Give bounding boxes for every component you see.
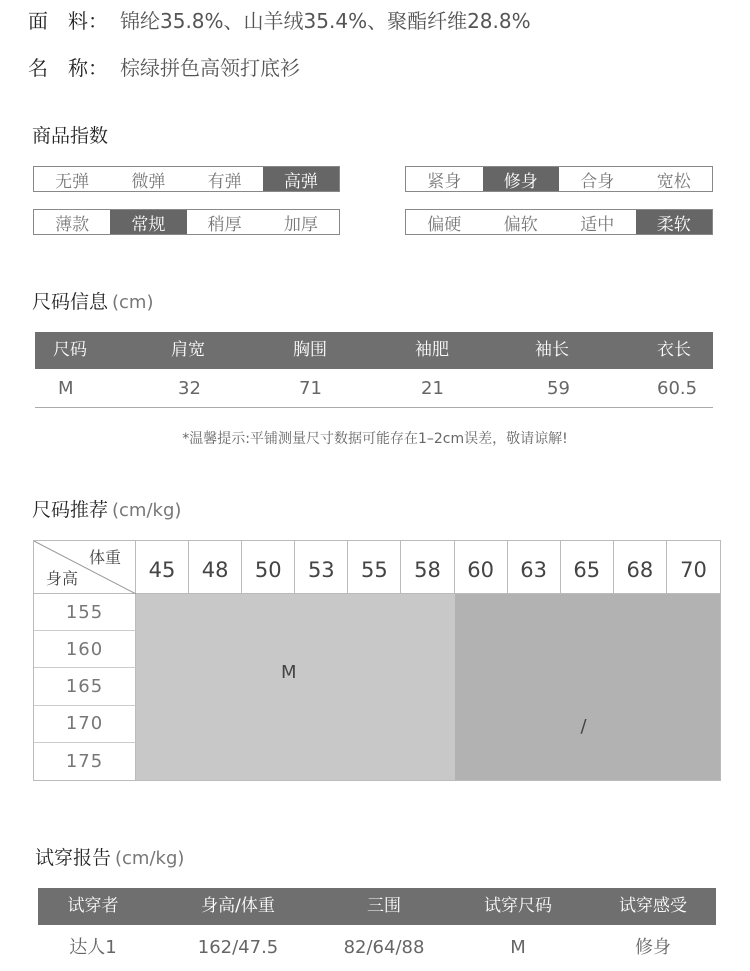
elasticity-option: 高弹	[263, 167, 339, 191]
try-table-header	[38, 888, 716, 925]
try-report-unit: (cm/kg)	[115, 848, 185, 869]
zone-none-label: /	[580, 716, 587, 737]
zone-m-label: M	[281, 662, 297, 683]
name-line	[28, 52, 300, 81]
thickness-option: 常规	[110, 210, 186, 234]
height-row-label: 160	[34, 631, 136, 668]
size-col-header: 袖肥	[415, 340, 449, 360]
try-col-header: 身高/体重	[201, 896, 275, 916]
weight-header: 58	[401, 541, 454, 594]
size-col-header: 衣长	[657, 340, 691, 360]
softness-option: 偏硬	[427, 214, 462, 235]
size-col-header: 尺码	[53, 340, 87, 360]
try-col-header: 试穿尺码	[484, 896, 552, 916]
height-row-label: 170	[34, 706, 136, 743]
weight-header: 53	[295, 541, 348, 594]
corner-weight-label: 体重	[88, 548, 121, 567]
size-cell: M	[58, 378, 74, 399]
height-row-label: 155	[34, 594, 136, 631]
size-table-header	[35, 332, 713, 369]
softness-option: 适中	[580, 214, 615, 235]
try-col-header: 试穿者	[67, 896, 119, 916]
weight-header: 55	[348, 541, 401, 594]
size-cell: 21	[421, 378, 444, 399]
try-report-title	[35, 843, 184, 870]
recommend-zone-none	[455, 594, 720, 780]
name-key: 名 称：	[28, 56, 108, 80]
softness-option: 偏软	[503, 214, 538, 235]
height-row-label: 165	[34, 668, 136, 705]
corner-cell	[34, 541, 136, 594]
weight-header: 48	[189, 541, 242, 594]
size-cell: 60.5	[657, 378, 698, 399]
fabric-value: 锦纶35.8%、山羊绒35.4%、聚酯纤维28.8%	[120, 9, 531, 33]
fabric-key: 面 料：	[28, 9, 108, 33]
size-col-header: 胸围	[293, 340, 327, 360]
size-col-header: 肩宽	[171, 340, 205, 360]
fabric-line	[28, 5, 531, 34]
thickness-selector	[33, 209, 340, 235]
size-cell: 71	[299, 378, 322, 399]
thickness-option: 加厚	[283, 214, 318, 235]
size-recommend-grid	[33, 540, 721, 781]
elasticity-selector	[33, 166, 340, 192]
softness-selector	[405, 209, 713, 235]
recommend-title	[32, 495, 181, 522]
softness-option: 柔软	[636, 210, 713, 234]
size-cell: 59	[547, 378, 570, 399]
corner-height-label: 身高	[46, 569, 79, 588]
size-col-header: 袖长	[535, 340, 569, 360]
name-value: 棕绿拼色高领打底衫	[120, 56, 300, 80]
try-cell: 修身	[635, 937, 671, 958]
fit-option: 修身	[483, 167, 560, 191]
size-info-unit: (cm)	[112, 292, 154, 313]
fit-option: 紧身	[427, 171, 462, 192]
elasticity-option: 无弹	[55, 171, 90, 192]
weight-header: 60	[455, 541, 508, 594]
recommend-zone-m	[136, 594, 455, 780]
fit-option: 宽松	[656, 171, 691, 192]
measurement-note: *温馨提示:平铺测量尺寸数据可能存在1–2cm误差，敬请谅解!	[182, 431, 568, 447]
weight-header: 50	[242, 541, 295, 594]
size-cell: 32	[178, 378, 201, 399]
table-row	[35, 369, 713, 408]
height-row-label: 175	[34, 743, 136, 780]
weight-header: 65	[561, 541, 614, 594]
table-row	[38, 925, 716, 960]
recommend-title-text: 尺码推荐	[32, 499, 109, 521]
elasticity-option: 有弹	[207, 171, 242, 192]
thickness-option: 薄款	[55, 214, 90, 235]
weight-header: 70	[667, 541, 720, 594]
weight-header: 68	[614, 541, 667, 594]
try-col-header: 试穿感受	[619, 896, 687, 916]
weight-header: 63	[508, 541, 561, 594]
try-col-header: 三围	[367, 896, 401, 916]
indices-title: 商品指数	[32, 125, 109, 147]
size-info-title-text: 尺码信息	[32, 291, 109, 313]
elasticity-option: 微弹	[131, 171, 166, 192]
fit-selector	[405, 166, 713, 192]
try-cell: M	[510, 937, 526, 958]
try-report-title-text: 试穿报告	[35, 847, 112, 869]
try-cell: 达人1	[69, 937, 117, 958]
thickness-option: 稍厚	[207, 214, 242, 235]
recommend-unit: (cm/kg)	[112, 500, 182, 521]
try-cell: 82/64/88	[343, 937, 425, 958]
fit-option: 合身	[580, 171, 615, 192]
weight-header: 45	[136, 541, 189, 594]
try-cell: 162/47.5	[197, 937, 279, 958]
size-info-title	[32, 287, 154, 314]
